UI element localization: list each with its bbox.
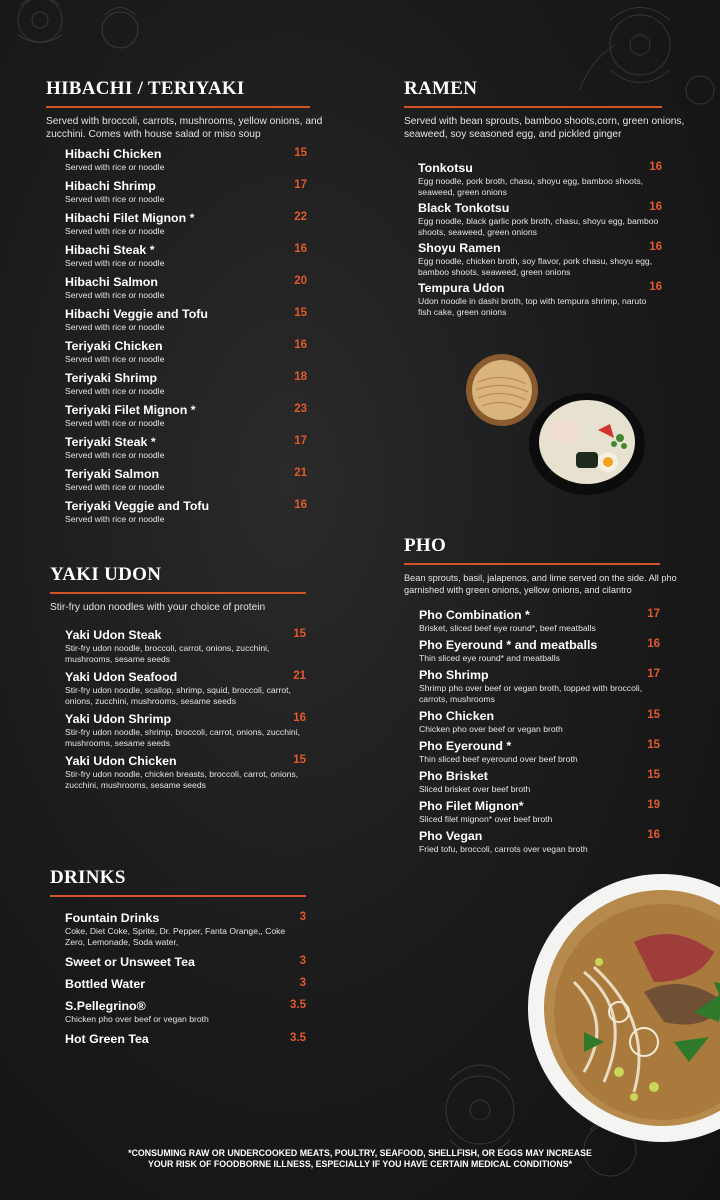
item-name: Sweet or Unsweet Tea [65,955,195,969]
item-description: Egg noodle, pork broth, chasu, shoyu egg, bamboo shoots, seaweed, green onions [418,176,644,197]
item-description: Chicken pho over beef or vegan broth [419,724,563,734]
item-description: Thin sliced eye round* and meatballs [419,653,560,663]
item-price: 16 [649,281,662,293]
menu-item [419,638,660,664]
item-price: 15 [293,754,306,766]
item-name: Pho Eyeround * and meatballs [419,638,598,652]
item-name: Bottled Water [65,977,146,991]
item-name: Hibachi Veggie and Tofu [65,307,208,321]
item-description: Coke, Diet Coke, Sprite, Dr. Pepper, Fanta Orange,, Coke Zero, Lemonade, Soda water, [65,926,286,947]
item-description: Served with rice or noodle [65,354,165,364]
item-price: 3 [299,911,306,923]
section-description: Served with broccoli, carrots, mushrooms, yellow onions, and zucchini. Comes with house salad or miso soup [46,116,323,140]
item-price: 15 [294,307,307,319]
menu-item [419,709,660,735]
item-price: 16 [294,499,307,511]
item-price: 15 [647,739,660,751]
item-description: Stir-fry udon noodle, shrimp, broccoli, carrot, onions, zucchini, mushrooms, sesame seeds [65,727,300,748]
section-title: DRINKS [50,867,126,888]
item-name: Yaki Udon Shrimp [65,712,172,726]
item-name: Pho Brisket [419,769,488,783]
menu-list [419,608,660,855]
item-name: Yaki Udon Seafood [65,670,178,684]
menu-item [65,911,306,948]
item-name: Pho Vegan [419,829,483,843]
item-name: Pho Combination * [419,608,530,622]
item-price: 22 [294,211,307,223]
item-description: Served with rice or noodle [65,418,165,428]
item-price: 3.5 [290,999,306,1011]
item-name: Yaki Udon Chicken [65,754,177,768]
menu-item [419,668,660,705]
section-title: HIBACHI / TERIYAKI [46,78,245,99]
item-description: Served with rice or noodle [65,450,165,460]
item-price: 23 [294,403,307,415]
item-price: 15 [647,769,660,781]
menu-item [65,1032,306,1047]
menu-item [65,754,306,791]
menu-item [65,977,306,992]
yaki-udon-section [50,564,306,796]
item-name: Yaki Udon Steak [65,628,162,642]
item-price: 21 [293,670,306,682]
item-description: Served with rice or noodle [65,258,165,268]
item-name: Pho Filet Mignon* [419,799,524,813]
menu-item [65,499,307,525]
allergy-disclaimer [0,1148,720,1170]
item-description: Fried tofu, broccoli, carrots over vegan broth [419,844,588,854]
section-divider [404,106,662,108]
item-name: Hibachi Steak * [65,243,155,257]
section-divider [404,563,660,565]
ramen-section [404,78,685,321]
item-name: Pho Chicken [419,709,495,723]
pho-bowl-image [524,872,720,1144]
item-price: 16 [293,712,306,724]
item-name: Teriyaki Filet Mignon * [65,403,196,417]
section-divider [46,106,310,108]
item-description: Stir-fry udon noodle, scallop, shrimp, squid, broccoli, carrot, onions, zucchini, mushrooms, sesame seeds [65,685,291,706]
item-price: 3.5 [290,1032,306,1044]
item-description: Udon noodle in dashi broth, top with tempura shrimp, naruto fish cake, green onions [418,296,647,317]
section-title: RAMEN [404,78,478,99]
drinks-section [50,867,306,1054]
menu-item [419,608,660,634]
item-description: Sliced brisket over beef broth [419,784,531,794]
item-name: Teriyaki Steak * [65,435,156,449]
item-description: Served with rice or noodle [65,226,165,236]
item-name: Hibachi Shrimp [65,179,156,193]
item-description: Thin sliced beef eyeround over beef broth [419,754,578,764]
item-price: 16 [649,161,662,173]
item-description: Chicken pho over beef or vegan broth [65,1014,209,1024]
disclaimer-line-2: YOUR RISK OF FOODBORNE ILLNESS, ESPECIALLY IF YOU HAVE CERTAIN MEDICAL CONDITIONS* [147,1159,573,1169]
item-description: Brisket, sliced beef eye round*, beef meatballs [419,623,596,633]
item-price: 16 [294,243,307,255]
item-price: 18 [294,371,307,383]
item-name: Teriyaki Veggie and Tofu [65,499,210,513]
item-description: Served with rice or noodle [65,194,165,204]
item-price: 17 [294,179,307,191]
menu-list [65,911,306,1047]
menu-item [65,339,307,365]
item-price: 15 [294,147,307,159]
item-price: 19 [647,799,660,811]
menu-item [419,739,660,765]
menu-item [65,999,306,1025]
item-description: Stir-fry udon noodle, broccoli, carrot, onions, zucchini, mushrooms, sesame seeds [65,643,270,664]
item-description: Served with rice or noodle [65,162,165,172]
item-price: 20 [294,275,307,287]
item-description: Served with rice or noodle [65,386,165,396]
menu-item [65,955,306,970]
ramen-bowl-image [528,392,646,496]
menu-item [418,201,662,238]
item-name: Fountain Drinks [65,911,160,925]
menu-item [65,467,307,493]
section-description: Stir-fry udon noodles with your choice of protein [50,602,266,613]
item-price: 16 [647,829,660,841]
menu-item [65,403,307,429]
item-description: Egg noodle, black garlic pork broth, chasu, shoyu egg, bamboo shoots, seaweed, green onions [418,216,659,237]
menu-item [418,281,662,318]
floral-decoration-top-left [0,0,180,80]
menu-list [65,147,307,525]
item-price: 3 [299,955,306,967]
item-price: 21 [294,467,307,479]
menu-item [65,243,307,269]
menu-item [65,435,307,461]
section-description: Served with bean sprouts, bamboo shoots,corn, green onions, seaweed, soy seasoned egg, and pickled ginger [404,116,685,140]
item-price: 16 [647,638,660,650]
item-price: 17 [647,608,660,620]
item-name: Tempura Udon [418,281,505,295]
menu-item [65,371,307,397]
item-name: Hibachi Chicken [65,147,162,161]
menu-list [418,161,662,318]
menu-item [65,712,306,749]
item-name: Teriyaki Shrimp [65,371,158,385]
item-name: Hibachi Filet Mignon * [65,211,195,225]
hibachi-teriyaki-section [46,78,323,531]
section-description: Bean sprouts, basil, jalapenos, and lime served on the side. All pho garnished with green onions, yellow onions, and cilantro [404,573,677,595]
menu-list [65,628,306,791]
item-price: 16 [649,201,662,213]
item-name: Teriyaki Salmon [65,467,160,481]
menu-item [419,769,660,795]
menu-item [65,307,307,333]
menu-item [65,670,306,707]
item-description: Served with rice or noodle [65,322,165,332]
menu-item [65,147,307,173]
item-description: Egg noodle, chicken broth, soy flavor, pork chasu, shoyu egg, bamboo shoots, seaweed, green onions [418,256,653,277]
item-name: S.Pellegrino® [65,999,146,1013]
section-divider [50,592,306,594]
item-price: 17 [294,435,307,447]
menu-item [419,799,660,825]
item-price: 16 [294,339,307,351]
menu-item [65,628,306,665]
item-name: Hibachi Salmon [65,275,158,289]
item-name: Shoyu Ramen [418,241,501,255]
item-description: Sliced filet mignon* over beef broth [419,814,553,824]
section-divider [50,895,306,897]
menu-item [418,161,662,198]
item-description: Stir-fry udon noodle, chicken breasts, broccoli, carrot, onions, zucchini, mushrooms, sesame seeds [65,769,299,790]
item-name: Black Tonkotsu [418,201,510,215]
item-price: 3 [299,977,306,989]
item-description: Served with rice or noodle [65,290,165,300]
menu-item [65,275,307,301]
item-description: Served with rice or noodle [65,514,165,524]
menu-item [418,241,662,278]
pho-section [404,535,677,859]
menu-item [65,211,307,237]
item-name: Tonkotsu [418,161,473,175]
item-price: 15 [647,709,660,721]
item-price: 17 [647,668,660,680]
item-name: Pho Shrimp [419,668,489,682]
item-price: 16 [649,241,662,253]
menu-item [65,179,307,205]
section-title: YAKI UDON [50,564,162,585]
item-price: 15 [293,628,306,640]
disclaimer-line-1: *CONSUMING RAW OR UNDERCOOKED MEATS, POULTRY, SEAFOOD, SHELLFISH, OR EGGS MAY INCREASE [128,1148,592,1158]
item-description: Served with rice or noodle [65,482,165,492]
item-name: Pho Eyeround * [419,739,512,753]
section-title: PHO [404,535,447,556]
item-name: Hot Green Tea [65,1032,149,1046]
menu-item [419,829,660,855]
item-description: Shrimp pho over beef or vegan broth, topped with broccoli, carrots, mushrooms [419,683,643,704]
item-name: Teriyaki Chicken [65,339,163,353]
